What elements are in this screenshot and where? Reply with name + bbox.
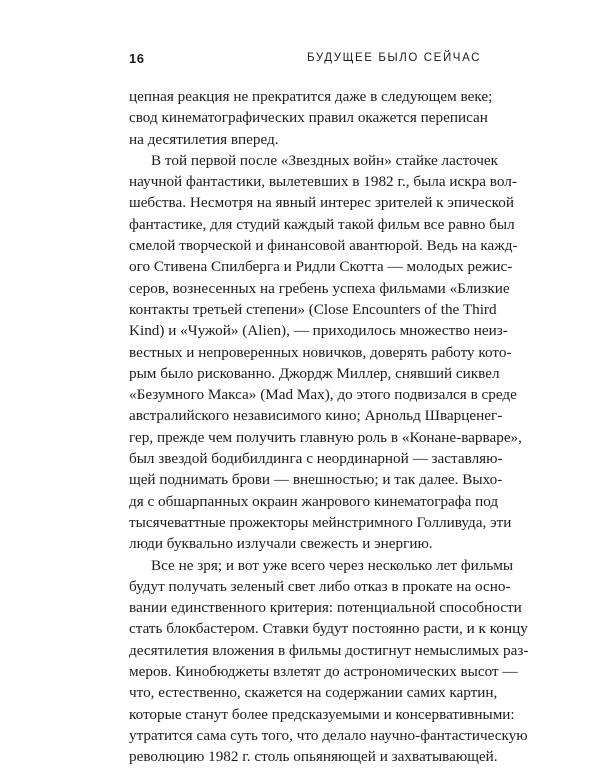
text-line: научной фантастики, вылетевших в 1982 г., была искра вол- xyxy=(129,173,517,191)
text-line: вестных и непроверенных новичков, доверять работу кото- xyxy=(129,343,512,361)
page-number: 16 xyxy=(129,51,145,66)
text-line: тысячеваттные прожекторы мейнстримного Голливуда, эти xyxy=(129,513,512,531)
text-line: ого Стивена Спилберга и Ридли Скотта — молодых режис- xyxy=(129,258,513,276)
text-line: стать блокбастером. Ставки будут постоянно расти, и к концу xyxy=(129,620,528,638)
text-line: австралийского независимого кино; Арнольд Шварценег- xyxy=(129,407,503,425)
paragraph xyxy=(129,555,529,768)
text-line: десятилетия вложения в фильмы достигнут немыслимых раз- xyxy=(129,641,529,659)
running-title: БУДУЩЕЕ БЫЛО СЕЙЧАС xyxy=(306,52,481,64)
text-line: фантастике, для студий каждый такой фильм все равно был xyxy=(129,215,515,233)
text-line: щей поднимать брови — внешностью; и так далее. Выхо- xyxy=(129,471,503,489)
text-line: утратится сама суть того, что делало научно-фантастическую xyxy=(129,726,528,744)
text-line: на десятилетия вперед. xyxy=(129,130,279,148)
text-line: серов, вознесенных на гребень успеха фильмами «Близкие xyxy=(129,279,510,297)
text-line: меров. Кинобюджеты взлетят до астрономических высот — xyxy=(129,663,518,681)
text-line: революцию 1982 г. столь опьяняющей и захватывающей. xyxy=(129,748,498,766)
text-line: что, естественно, скажется на содержании самих картин, xyxy=(129,684,498,702)
text-line: которые станут более предсказуемыми и консервативными: xyxy=(129,705,515,723)
text-line: свод кинематографических правил окажется переписан xyxy=(129,109,488,127)
text-line: «Безумного Макса» (Mad Max), до этого подвизался в среде xyxy=(129,386,517,404)
text-line: дя с обшарпанных окраин жанрового кинематографа под xyxy=(129,492,499,510)
text-line: В той первой после «Звездных войн» стайке ласточек xyxy=(151,151,499,169)
text-line: Kind) и «Чужой» (Alien), — приходилось множество неиз- xyxy=(129,322,508,340)
text-line: рым было рискованно. Джордж Миллер, снявший сиквел xyxy=(129,364,500,382)
page-header xyxy=(129,51,481,67)
text-line: смелой творческой и финансовой авантюрой. Ведь на кажд- xyxy=(129,237,518,255)
text-line: цепная реакция не прекратится даже в следующем веке; xyxy=(129,88,493,105)
paragraph xyxy=(129,150,522,555)
paragraph xyxy=(129,86,493,150)
text-line: контакты третьей степени» (Close Encounters of the Third xyxy=(129,300,497,318)
body-text xyxy=(129,86,529,768)
text-line: Все не зря; и вот уже всего через несколько лет фильмы xyxy=(151,556,514,574)
text-line: гер, прежде чем получить главную роль в «Конане-варваре», xyxy=(129,428,522,446)
text-line: люди буквально излучали свежесть и энергию. xyxy=(129,535,433,553)
text-line: был звездой бодибилдинга с неординарной — заставляю- xyxy=(129,450,503,468)
text-line: вании единственного критерия: потенциальной способности xyxy=(129,599,522,617)
text-line: будут получать зеленый свет либо отказ в прокате на осно- xyxy=(129,577,511,595)
text-line: шебства. Несмотря на явный интерес зрителей к эпической xyxy=(129,194,514,212)
